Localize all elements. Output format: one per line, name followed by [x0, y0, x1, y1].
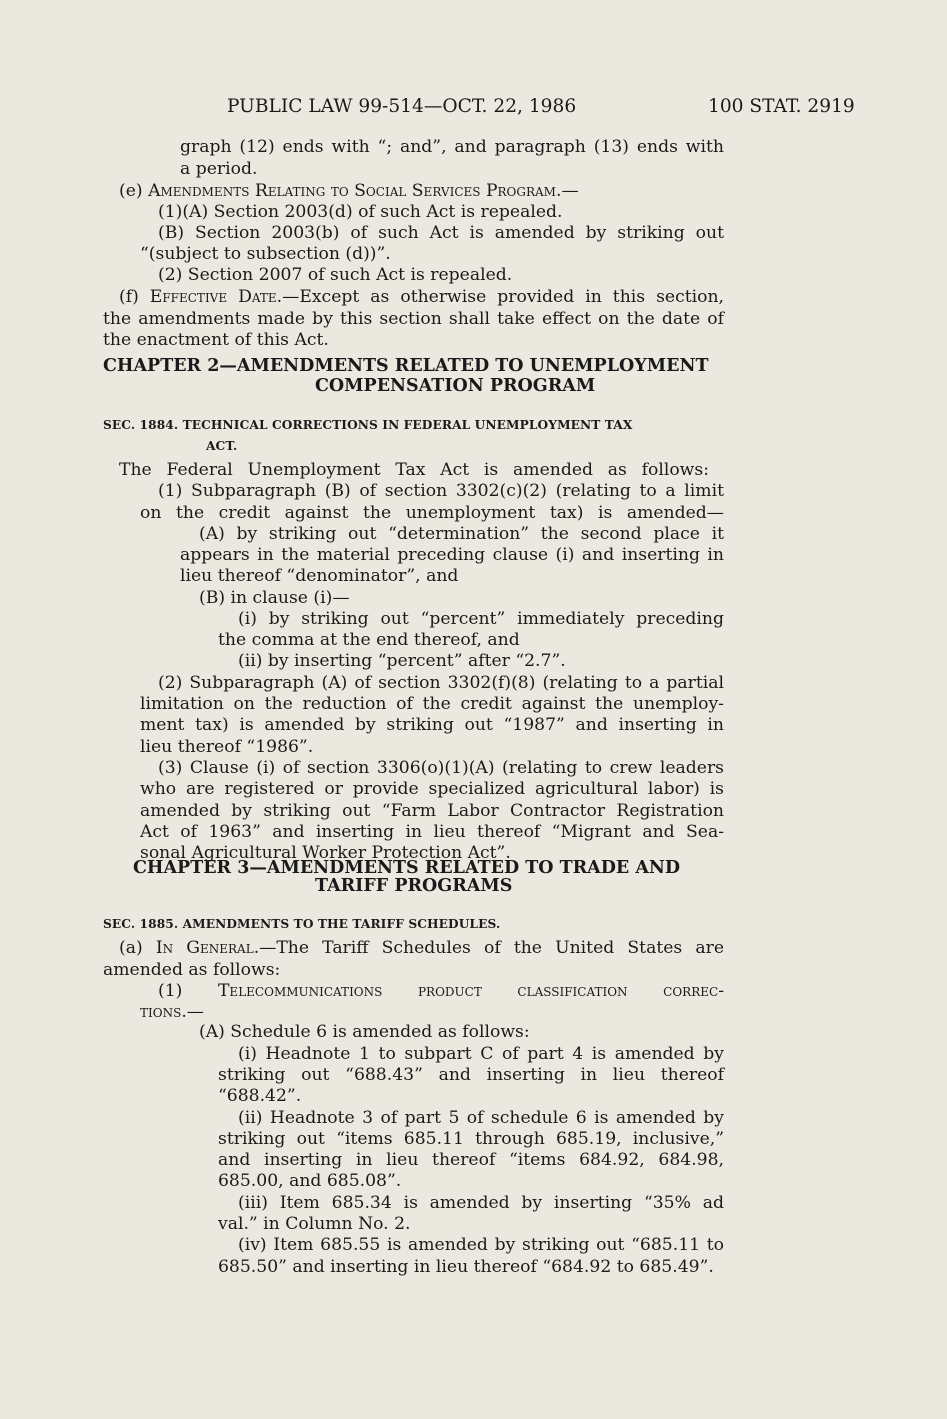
chapter-heading: COMPENSATION PROGRAM — [315, 376, 596, 396]
text-line: (3) Clause (i) of section 3306(o)(1)(A) (relating to crew leaders — [158, 758, 724, 778]
text-line: (ii) Headnote 3 of part 5 of schedule 6 is amended by — [238, 1108, 724, 1128]
heading-dash: .— — [181, 1002, 204, 1022]
text-line: val.” in Column No. 2. — [218, 1214, 411, 1234]
text-line: 685.50” and inserting in lieu thereof “684.92 to 685.49”. — [218, 1257, 714, 1277]
text-line: lieu thereof “denominator”, and — [180, 566, 459, 586]
text-line: appears in the material preceding clause (i) and inserting in — [180, 545, 724, 565]
text-run: .—Except as otherwise provided in this section, — [276, 287, 724, 307]
text-line: (2) Section 2007 of such Act is repealed. — [158, 265, 513, 285]
running-header-right: 100 STAT. 2919 — [708, 96, 855, 117]
text-line: and inserting in lieu thereof “items 684.92, 684.98, — [218, 1150, 724, 1170]
text-line: ment tax) is amended by striking out “1987” and inserting in — [140, 715, 724, 735]
heading-dash: .— — [555, 181, 579, 201]
subsection-label: (a) — [119, 938, 143, 958]
text-line: (i) Headnote 1 to subpart C of part 4 is amended by — [238, 1044, 724, 1064]
text-line: (A) Schedule 6 is amended as follows: — [199, 1022, 530, 1042]
text-line: the enactment of this Act. — [103, 330, 329, 350]
subsection-label: (e) — [119, 181, 143, 201]
section-heading: ACT. — [206, 439, 238, 453]
text-line: (2) Subparagraph (A) of section 3302(f)(8) (relating to a partial — [158, 673, 724, 693]
text-line: “(subject to subsection (d))”. — [140, 244, 391, 264]
subsection-label: (f) — [119, 287, 139, 307]
subsection-heading — [119, 938, 724, 958]
subsection-title: Amendments Relating to Social Services Program — [148, 181, 556, 201]
text-line: amended by striking out “Farm Labor Contractor Registration — [140, 801, 724, 821]
text-line: (iii) Item 685.34 is amended by inserting “35% ad — [238, 1193, 724, 1213]
text-line: striking out “688.43” and inserting in lieu thereof — [218, 1065, 724, 1085]
text-line: limitation on the reduction of the credit against the unemploy- — [140, 694, 724, 714]
subsection-title: Effective Date — [149, 287, 277, 307]
text-line: (A) by striking out “determination” the second place it — [199, 524, 724, 544]
chapter-heading: CHAPTER 2—AMENDMENTS RELATED TO UNEMPLOYMENT — [103, 356, 709, 376]
text-line: (1) Subparagraph (B) of section 3302(c)(2) (relating to a limit — [158, 481, 724, 501]
text-line: (1)(A) Section 2003(d) of such Act is repealed. — [158, 202, 563, 222]
text-line: striking out “items 685.11 through 685.19, inclusive,” — [218, 1129, 724, 1149]
text-line: sonal Agricultural Worker Protection Act”. — [140, 843, 511, 863]
text-line: (B) in clause (i)— — [199, 588, 350, 608]
paragraph-heading — [158, 981, 724, 1001]
subsection-title: In General — [155, 938, 254, 958]
paragraph-label: (1) — [158, 981, 183, 1001]
text-line: who are registered or provide specialized agricultural labor) is — [140, 779, 724, 799]
text-line: on the credit against the unemployment tax) is amended— — [140, 503, 724, 523]
subsection-heading — [119, 181, 579, 201]
chapter-heading: CHAPTER 3—AMENDMENTS RELATED TO TRADE AND — [133, 858, 681, 878]
text-line: (ii) by inserting “percent” after “2.7”. — [238, 651, 566, 671]
text-line: a period. — [180, 159, 258, 179]
text-line: (B) Section 2003(b) of such Act is amended by striking out — [158, 223, 724, 243]
text-line: (iv) Item 685.55 is amended by striking out “685.11 to — [238, 1235, 724, 1255]
paragraph-title: tions — [140, 1002, 182, 1022]
text-line: “688.42”. — [218, 1086, 302, 1106]
text-line: the amendments made by this section shall take effect on the date of — [103, 309, 724, 329]
text-line: The Federal Unemployment Tax Act is amended as follows: — [119, 460, 709, 480]
text-line: graph (12) ends with “; and”, and paragraph (13) ends with — [180, 137, 724, 157]
text-line: amended as follows: — [103, 960, 281, 980]
text-line: (i) by striking out “percent” immediately preceding — [238, 609, 724, 629]
text-line: the comma at the end thereof, and — [218, 630, 520, 650]
paragraph-title: Telecommunications product classification correc- — [217, 981, 724, 1001]
text-line: 685.00, and 685.08”. — [218, 1171, 402, 1191]
chapter-heading: TARIFF PROGRAMS — [315, 876, 513, 896]
section-heading: SEC. 1885. AMENDMENTS TO THE TARIFF SCHEDULES. — [103, 917, 501, 931]
text-run: .—The Tariff Schedules of the United States are — [253, 938, 724, 958]
subsection-heading — [119, 287, 724, 307]
running-header-left: PUBLIC LAW 99-514—OCT. 22, 1986 — [227, 96, 577, 117]
text-line: Act of 1963” and inserting in lieu thereof “Migrant and Sea- — [140, 822, 724, 842]
paragraph-heading — [140, 1002, 204, 1022]
text-line: lieu thereof “1986”. — [140, 737, 314, 757]
section-heading: SEC. 1884. TECHNICAL CORRECTIONS IN FEDERAL UNEMPLOYMENT TAX — [103, 418, 633, 432]
